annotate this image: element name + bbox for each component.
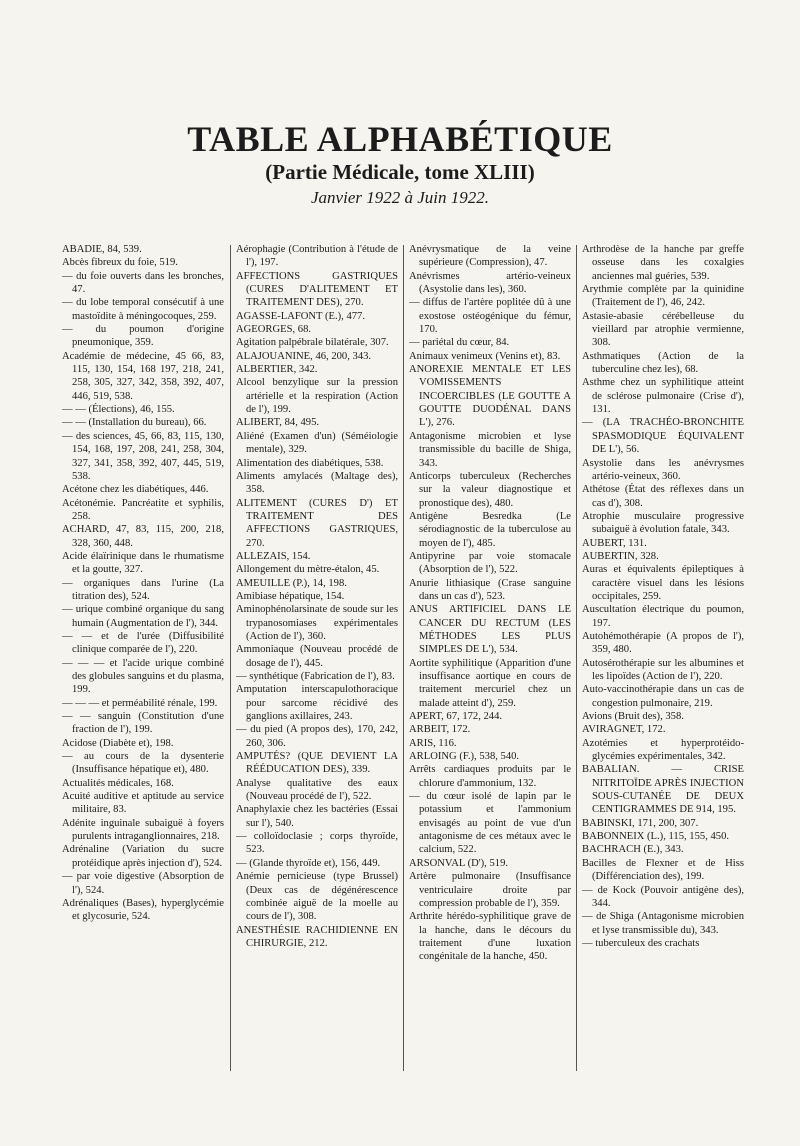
index-entry: AMEUILLE (P.), 14, 198. bbox=[236, 577, 347, 589]
index-entry: — (LA TRACHÉO-BRONCHITE SPASMODIQUE ÉQUIVALENT DE L'), 56. bbox=[582, 417, 744, 456]
index-entry: Asthme chez un syphilitique atteint de sclérose pulmonaire (Crise d'), 131. bbox=[582, 377, 744, 416]
index-entry: Aliments amylacés (Maltage des), 358. bbox=[236, 470, 398, 496]
index-entry: Atrophie musculaire progressive subaiguë à évolution fatale, 343. bbox=[582, 510, 744, 536]
index-entry: — (Glande thyroïde et), 156, 449. bbox=[236, 857, 381, 869]
index-entry: Anévrismes artério-veineux (Asystolie dans les), 360. bbox=[409, 270, 571, 296]
index-entry: Bacilles de Flexner et de Hiss (Différenciation des), 199. bbox=[582, 857, 744, 883]
column-divider bbox=[230, 245, 231, 1071]
index-entry: — pariétal du cœur, 84. bbox=[409, 337, 510, 349]
index-entry: Anaphylaxie chez les bactéries (Essai sur l'), 540. bbox=[236, 804, 398, 829]
index-entry: ARLOING (F.), 538, 540. bbox=[409, 751, 520, 763]
index-entry: Arrêts cardiaques produits par le chlorure d'ammonium, 132. bbox=[409, 764, 571, 789]
index-entry: — diffus de l'artère poplitée dû à une exostose ostéogénique du fémur, 170. bbox=[409, 297, 571, 336]
index-entry: Aortite syphilitique (Apparition d'une insuffisance aortique en cours de traitement mercuriel chez un malade atteint d'), 259. bbox=[409, 657, 571, 709]
column-divider bbox=[403, 245, 404, 1071]
index-entry: Alimentation des diabétiques, 538. bbox=[236, 457, 384, 469]
index-entry: AMPUTÉS? (QUE DEVIENT LA RÉÉDUCATION DES), 339. bbox=[236, 751, 398, 776]
index-entry: Acétonémie. Pancréatite et syphilis, 258. bbox=[62, 497, 224, 522]
index-entry: Aminophénolarsinate de soude sur les trypanosomiases expérimentales (Action de l'), 360. bbox=[236, 604, 398, 642]
index-entry: Agitation palpébrale bilatérale, 307. bbox=[236, 337, 389, 349]
index-entry: — de Shiga (Antagonisme microbien et lyse transmissible du), 343. bbox=[582, 911, 744, 936]
index-entry: Acétone chez les diabétiques, 446. bbox=[62, 484, 209, 496]
page-title: TABLE ALPHABÉTIQUE bbox=[187, 119, 613, 159]
index-entry: BABINSKI, 171, 200, 307. bbox=[582, 817, 699, 829]
index-entry: Anticorps tuberculeux (Recherches sur la valeur diagnostique et pronostique des), 480. bbox=[409, 470, 571, 509]
index-entry: — tuberculeux des crachats bbox=[582, 937, 700, 949]
column-divider bbox=[576, 245, 577, 1071]
index-entry: Allongement du mètre-étalon, 45. bbox=[236, 564, 380, 576]
index-entry: AGEORGES, 68. bbox=[236, 324, 312, 336]
index-entry: Asthmatiques (Action de la tuberculine chez les), 68. bbox=[582, 350, 744, 376]
index-column-1 bbox=[62, 243, 224, 1073]
index-entry: Analyse qualitative des eaux (Nouveau procédé de l'), 522. bbox=[236, 777, 398, 803]
index-entry: BABALIAN. — CRISE NITRITOÏDE APRÈS INJECTION SOUS-CUTANÉE DE DEUX CENTIGRAMMES DE 914, 195. bbox=[582, 764, 744, 816]
index-entry: Adénite inguinale subaiguë à foyers purulents intraganglionnaires, 218. bbox=[62, 817, 224, 843]
index-entry: AUBERT, 131. bbox=[582, 537, 647, 549]
index-entry: ANOREXIE MENTALE ET LES VOMISSEMENTS INCOERCIBLES (LE GOUTTE A GOUTTE DUODÉNAL DANS L'), 276. bbox=[409, 364, 571, 429]
index-entry: Autosérothérapie sur les albumines et les lipoïdes (Action de l'), 220. bbox=[582, 657, 744, 682]
index-entry: Ammoniaque (Nouveau procédé de dosage de l'), 445. bbox=[236, 644, 398, 669]
index-entry: — de Kock (Pouvoir antigène des), 344. bbox=[582, 884, 744, 909]
index-entry: Athétose (État des réflexes dans un cas d'), 308. bbox=[582, 484, 744, 509]
index-entry: AUBERTIN, 328. bbox=[582, 550, 659, 562]
index-entry: — du cœur isolé de lapin par le potassium et l'ammonium envisagés au point de vue d'un antagonisme de ces métaux avec le calcium, 522. bbox=[409, 791, 571, 856]
index-entry: Arthrite hérédo-syphilitique grave de la hanche, dans le décours du traitement d'une luxation congénitale de la hanche, 450. bbox=[409, 911, 571, 963]
index-entry: ALLEZAIS, 154. bbox=[236, 550, 311, 562]
index-entry: AGASSE-LAFONT (E.), 477. bbox=[236, 310, 365, 322]
index-entry: Anurie lithiasique (Crase sanguine dans un cas d'), 523. bbox=[409, 577, 571, 602]
index-entry: Arthrodèse de la hanche par greffe osseuse dans les coxalgies anciennes mal guéries, 539. bbox=[582, 244, 744, 282]
index-entry: Amputation interscapulothoracique pour sarcome récidivé des ganglions axillaires, 243. bbox=[236, 684, 398, 723]
index-entry: APERT, 67, 172, 244. bbox=[409, 711, 503, 723]
index-entry: Acuité auditive et aptitude au service militaire, 83. bbox=[62, 791, 224, 816]
index-entry: ALBERTIER, 342. bbox=[236, 364, 318, 376]
index-entry: BABONNEIX (L.), 115, 155, 450. bbox=[582, 831, 730, 843]
index-entry: Auscultation électrique du poumon, 197. bbox=[582, 604, 744, 629]
index-entry: Autohémothérapie (A propos de l'), 359, 480. bbox=[582, 630, 744, 656]
index-entry: — urique combiné organique du sang humain (Augmentation de l'), 344. bbox=[62, 604, 224, 629]
index-columns bbox=[62, 243, 752, 1083]
index-entry: Astasie-abasie cérébelleuse du vieillard par atrophie vermienne, 308. bbox=[582, 310, 744, 349]
index-entry: Acide élaïrinique dans le rhumatisme et la goutte, 327. bbox=[62, 550, 224, 576]
index-entry: — — et de l'urée (Diffusibilité clinique comparée de l'), 220. bbox=[62, 630, 224, 656]
index-entry: BACHRACH (E.), 343. bbox=[582, 844, 684, 856]
index-entry: ANUS ARTIFICIEL DANS LE CANCER DU RECTUM (LES MÉTHODES LES PLUS SIMPLES DE L'), 534. bbox=[409, 604, 571, 656]
index-entry: Académie de médecine, 45 66, 83, 115, 130, 154, 168 197, 218, 241, 258, 305, 327, 342, 358, 392, 407, 446, 519, 538. bbox=[62, 350, 224, 402]
index-entry: ARBEIT, 172. bbox=[409, 724, 471, 736]
index-entry: ALITEMENT (CURES D') ET TRAITEMENT DES AFFECTIONS GASTRIQUES, 270. bbox=[236, 497, 398, 549]
index-entry: — par voie digestive (Absorption de l'), 524. bbox=[62, 871, 224, 896]
index-entry: ABADIE, 84, 539. bbox=[62, 244, 142, 255]
index-entry: Acidose (Diabète et), 198. bbox=[62, 737, 174, 749]
index-entry: ALAJOUANINE, 46, 200, 343. bbox=[236, 350, 372, 362]
index-entry: — — (Élections), 46, 155. bbox=[62, 404, 175, 416]
index-entry: — — sanguin (Constitution d'une fraction de l'), 199. bbox=[62, 711, 224, 736]
index-entry: — colloïdoclasie ; corps thyroïde, 523. bbox=[236, 831, 398, 856]
index-column-4 bbox=[582, 243, 744, 1073]
index-entry: Animaux venimeux (Venins et), 83. bbox=[409, 350, 561, 362]
index-entry: — des sciences, 45, 66, 83, 115, 130, 154, 168, 197, 208, 241, 258, 304, 327, 341, 358, 392, 407, 445, 519, 538. bbox=[62, 430, 224, 482]
index-entry: — organiques dans l'urine (La titration des), 524. bbox=[62, 577, 224, 602]
index-entry: Azotémies et hyperprotéido-glycémies expérimentales, 342. bbox=[582, 737, 744, 763]
index-entry: — — — et l'acide urique combiné des globules sanguins et du plasma, 199. bbox=[62, 657, 224, 696]
index-entry: — du lobe temporal consécutif à une mastoïdite à méningocoques, 259. bbox=[62, 297, 224, 322]
index-entry: — au cours de la dysenterie (Insuffisance hépatique et), 480. bbox=[62, 751, 224, 776]
index-entry: ACHARD, 47, 83, 115, 200, 218, 328, 360, 448. bbox=[62, 524, 224, 549]
index-entry: AFFECTIONS GASTRIQUES (CURES D'ALITEMENT ET TRAITEMENT DES), 270. bbox=[236, 270, 398, 309]
date-range: Janvier 1922 à Juin 1922. bbox=[311, 188, 489, 207]
index-entry: Antipyrine par voie stomacale (Absorption de l'), 522. bbox=[409, 550, 571, 576]
index-entry: Actualités médicales, 168. bbox=[62, 777, 174, 789]
index-entry: Auras et équivalents épileptiques à caractère visuel dans les lésions occipitales, 259. bbox=[582, 564, 744, 602]
index-entry: AVIRAGNET, 172. bbox=[582, 724, 666, 736]
index-entry: Arythmie complète par la quinidine (Traitement de l'), 46, 242. bbox=[582, 284, 744, 309]
index-entry: Aliéné (Examen d'un) (Séméiologie mentale), 329. bbox=[236, 430, 398, 456]
index-column-3 bbox=[409, 243, 571, 1073]
index-entry: ARSONVAL (D'), 519. bbox=[409, 857, 509, 869]
index-entry: — synthétique (Fabrication de l'), 83. bbox=[236, 671, 395, 682]
index-entry: Amibiase hépatique, 154. bbox=[236, 590, 345, 602]
index-entry: Artère pulmonaire (Insuffisance ventriculaire droite par compression probable de l'), 359. bbox=[409, 871, 571, 909]
index-entry: Anémie pernicieuse (type Brussel) (Deux cas de dégénérescence combinée aiguë de la moelle au cours de l'), 308. bbox=[236, 871, 398, 923]
index-entry: Adrénaline (Variation du sucre protéidique après injection d'), 524. bbox=[62, 844, 224, 869]
index-entry: — — — et perméabilité rénale, 199. bbox=[62, 697, 218, 709]
index-entry: — du foie ouverts dans les bronches, 47. bbox=[62, 270, 224, 296]
index-entry: Alcool benzylique sur la pression artérielle et la respiration (Action de l'), 199. bbox=[236, 377, 398, 416]
index-column-2 bbox=[236, 243, 398, 1073]
index-entry: — — (Installation du bureau), 66. bbox=[62, 417, 207, 429]
index-entry: Antagonisme microbien et lyse transmissible du bacille de Shiga, 343. bbox=[409, 430, 571, 469]
index-entry: — du poumon d'origine pneumonique, 359. bbox=[62, 324, 224, 349]
index-entry: Antigène Besredka (Le sérodiagnostic de la tuberculose au moyen de l'), 485. bbox=[409, 510, 571, 549]
index-entry: ALIBERT, 84, 495. bbox=[236, 417, 320, 429]
index-entry: ARIS, 116. bbox=[409, 737, 457, 749]
index-entry: Auto-vaccinothérapie dans un cas de congestion pulmonaire, 219. bbox=[582, 684, 744, 709]
index-entry: — du pied (A propos des), 170, 242, 260, 306. bbox=[236, 724, 398, 749]
index-entry: Aérophagie (Contribution à l'étude de l'), 197. bbox=[236, 244, 398, 269]
index-entry: Abcès fibreux du foie, 519. bbox=[62, 257, 178, 269]
index-entry: Avions (Bruit des), 358. bbox=[582, 711, 684, 723]
index-entry: Adrénaliques (Bases), hyperglycémie et glycosurie, 524. bbox=[62, 897, 224, 923]
index-entry: Asystolie dans les anévrysmes artério-veineux, 360. bbox=[582, 457, 744, 482]
page-subtitle: (Partie Médicale, tome XLIII) bbox=[265, 160, 535, 184]
index-entry: Anévrysmatique de la veine supérieure (Compression), 47. bbox=[409, 244, 571, 269]
index-entry: ANESTHÉSIE RACHIDIENNE EN CHIRURGIE, 212. bbox=[236, 924, 398, 949]
